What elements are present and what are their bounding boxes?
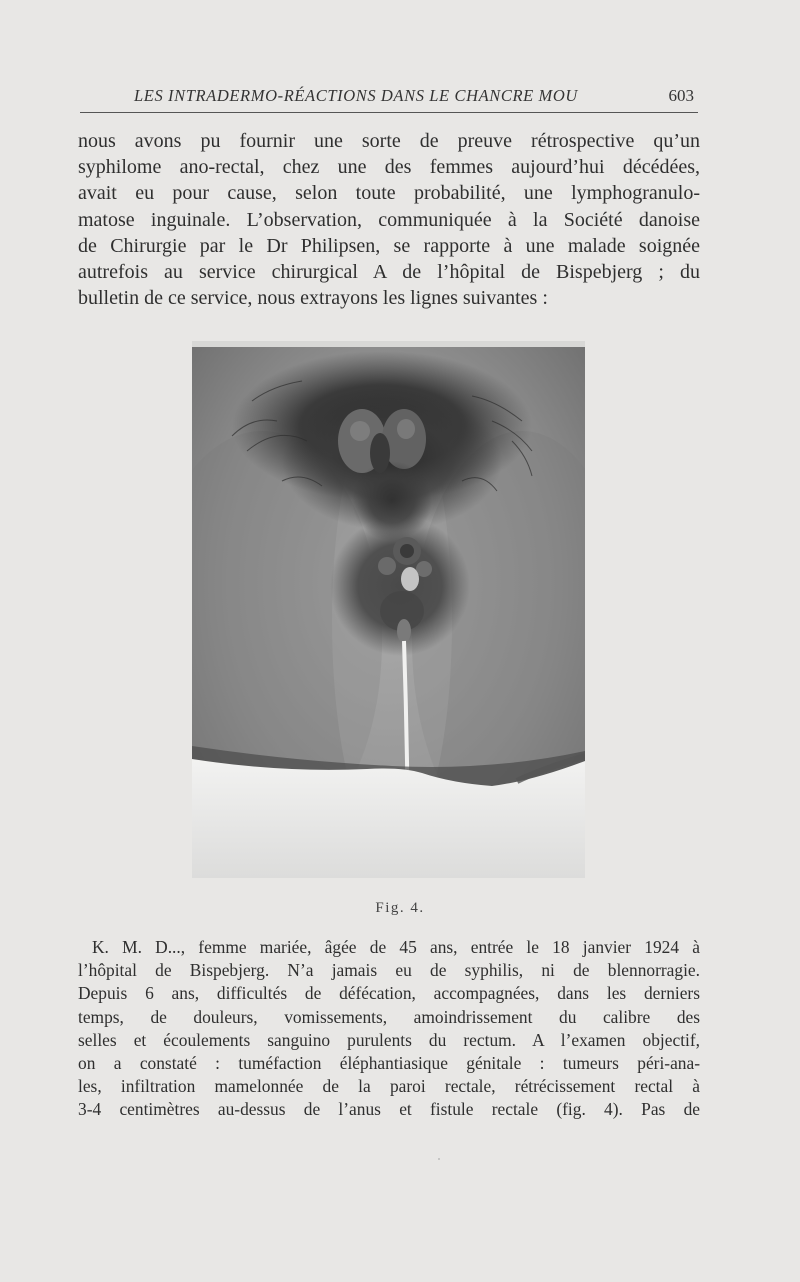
- text-line: avait eu pour cause, selon toute probabilité, une lymphogranulo-: [78, 182, 700, 205]
- paper-speck: [438, 1158, 440, 1160]
- body-paragraph-2: [78, 936, 700, 1122]
- text-line: syphilome ano-rectal, chez une des femmes aujourd’hui décédées,: [78, 156, 700, 179]
- body-paragraph-1: [78, 128, 700, 311]
- running-head: [80, 84, 698, 113]
- text-line: K. M. D..., femme mariée, âgée de 45 ans, entrée le 18 janvier 1924 à: [92, 937, 700, 957]
- text-line: Depuis 6 ans, difficultés de défécation, accompagnées, dans les derniers: [78, 983, 700, 1004]
- text-line: on a constaté : tuméfaction éléphantiasique génitale : tumeurs péri-ana-: [78, 1053, 700, 1074]
- page-number: 603: [668, 86, 694, 105]
- text-line: de Chirurgie par le Dr Philipsen, se rapporte à une malade soignée: [78, 234, 700, 257]
- text-line: matose inguinale. L’observation, communiquée à la Société danoise: [78, 208, 700, 231]
- text-line: selles et écoulements sanguino purulents du rectum. A l’examen objectif,: [78, 1029, 700, 1050]
- text-line: autrefois au service chirurgical A de l’hôpital de Bispebjerg ; du: [78, 261, 700, 284]
- text-line: l’hôpital de Bispebjerg. N’a jamais eu de syphilis, ni de blennorragie.: [78, 960, 700, 981]
- text-line: 3-4 centimètres au-dessus de l’anus et fistule rectale (fig. 4). Pas de: [78, 1099, 700, 1120]
- figure-caption: Fig. 4.: [375, 900, 425, 916]
- clinical-photograph: [192, 341, 585, 878]
- text-line: bulletin de ce service, nous extrayons les lignes suivantes :: [78, 287, 548, 310]
- text-line: nous avons pu fournir une sorte de preuve rétrospective qu’un: [78, 130, 700, 152]
- text-line: temps, de douleurs, vomissements, amoindrissement du calibre des: [78, 1006, 700, 1027]
- running-title: LES INTRADERMO-RÉACTIONS DANS LE CHANCRE MOU: [134, 86, 578, 105]
- text-line: les, infiltration mamelonnée de la paroi rectale, rétrécissement rectal à: [78, 1076, 700, 1097]
